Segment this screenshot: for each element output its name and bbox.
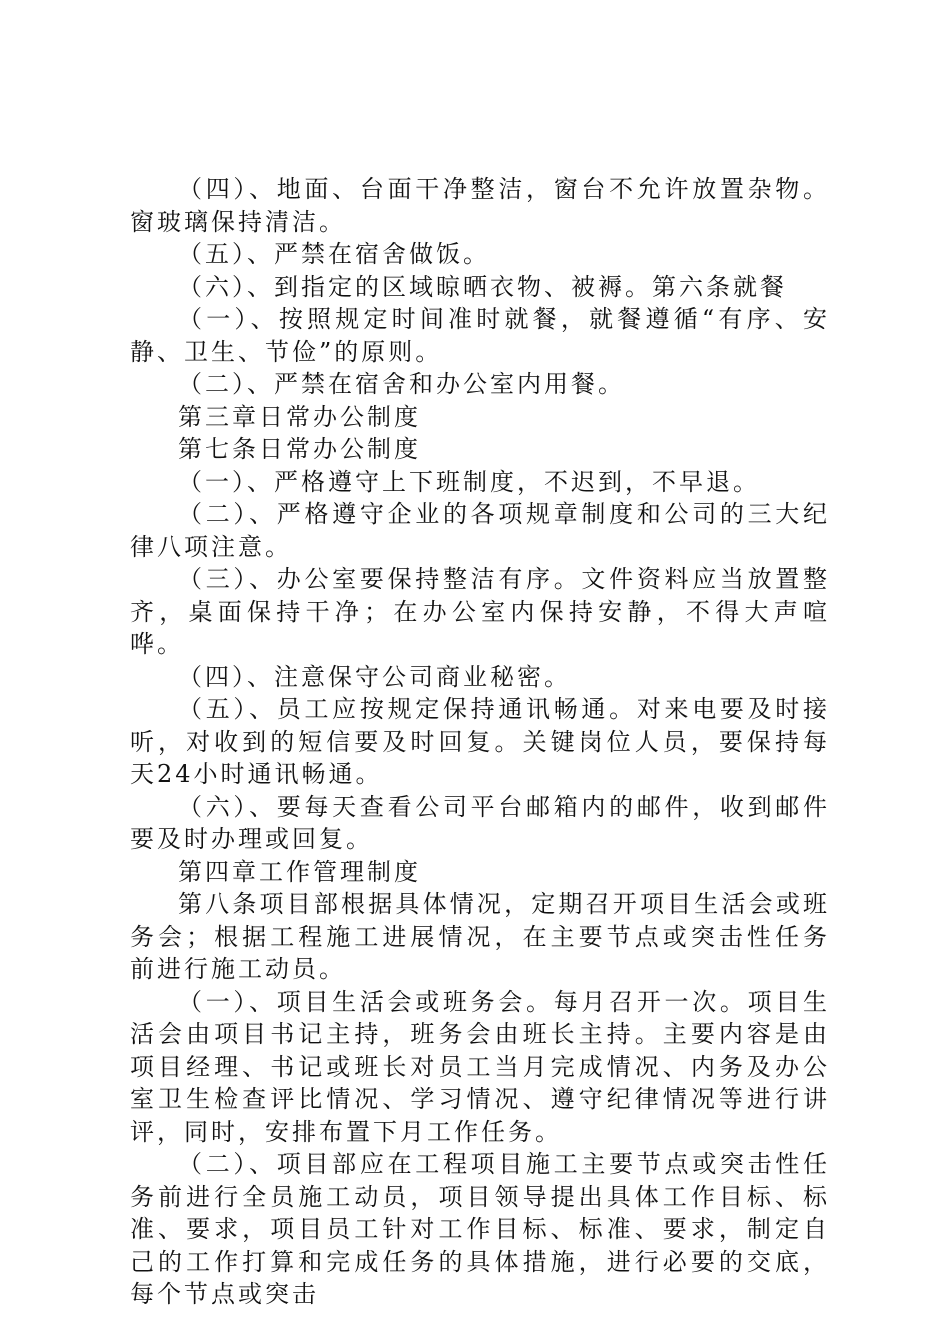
paragraph: （一）、严格遵守上下班制度，不迟到，不早退。: [178, 467, 760, 496]
paragraph: （二）、严格遵守企业的各项规章制度和公司的三大纪律八项注意。: [130, 500, 830, 561]
paragraph: （五）、严禁在宿舍做饭。: [178, 240, 490, 268]
paragraph: （一）、按照规定时间准时就餐，就餐遵循“有序、安静、卫生、节俭”的原则。: [130, 305, 830, 366]
paragraph: （六）、到指定的区域晾晒衣物、被褥。第六条就餐: [178, 272, 787, 301]
paragraph: （四）、注意保守公司商业秘密。: [178, 662, 571, 691]
article-heading: 第七条日常办公制度: [178, 435, 421, 463]
paragraph: （二）、项目部应在工程项目施工主要节点或突击性任务前进行全员施工动员，项目领导提出具体工作目标、标准、要求，项目员工针对工作目标、标准、要求，制定自己的工作打算和完成任务的具体措施，进行必要的交底，每个节点或突击: [130, 1150, 830, 1308]
paragraph: （二）、严禁在宿舍和办公室内用餐。: [178, 370, 625, 398]
paragraph: （一）、项目生活会或班务会。每月召开一次。项目生活会由项目书记主持，班务会由班长主持。主要内容是由项目经理、书记或班长对员工当月完成情况、内务及办公室卫生检查评比情况、学习情况、遵守纪律情况等进行讲评，同时，安排布置下月工作任务。: [130, 987, 830, 1146]
chapter-heading: 第三章日常办公制度: [178, 402, 421, 431]
paragraph: （四）、地面、台面干净整洁，窗台不允许放置杂物。窗玻璃保持清洁。: [130, 175, 830, 236]
paragraph: （六）、要每天查看公司平台邮箱内的邮件，收到邮件要及时办理或回复。: [130, 792, 830, 853]
paragraph: （三）、办公室要保持整洁有序。文件资料应当放置整齐，桌面保持干净；在办公室内保持安静，不得大声喧哗。: [130, 565, 830, 658]
paragraph: 第八条项目部根据具体情况，定期召开项目生活会或班务会；根据工程施工进展情况，在主要节点或突击性任务前进行施工动员。: [130, 890, 830, 983]
chapter-heading: 第四章工作管理制度: [178, 857, 421, 886]
paragraph: （五）、员工应按规定保持通讯畅通。对来电要及时接听，对收到的短信要及时回复。关键岗位人员，要保持每天24小时通讯畅通。: [130, 695, 830, 788]
document-body: [130, 173, 830, 1311]
